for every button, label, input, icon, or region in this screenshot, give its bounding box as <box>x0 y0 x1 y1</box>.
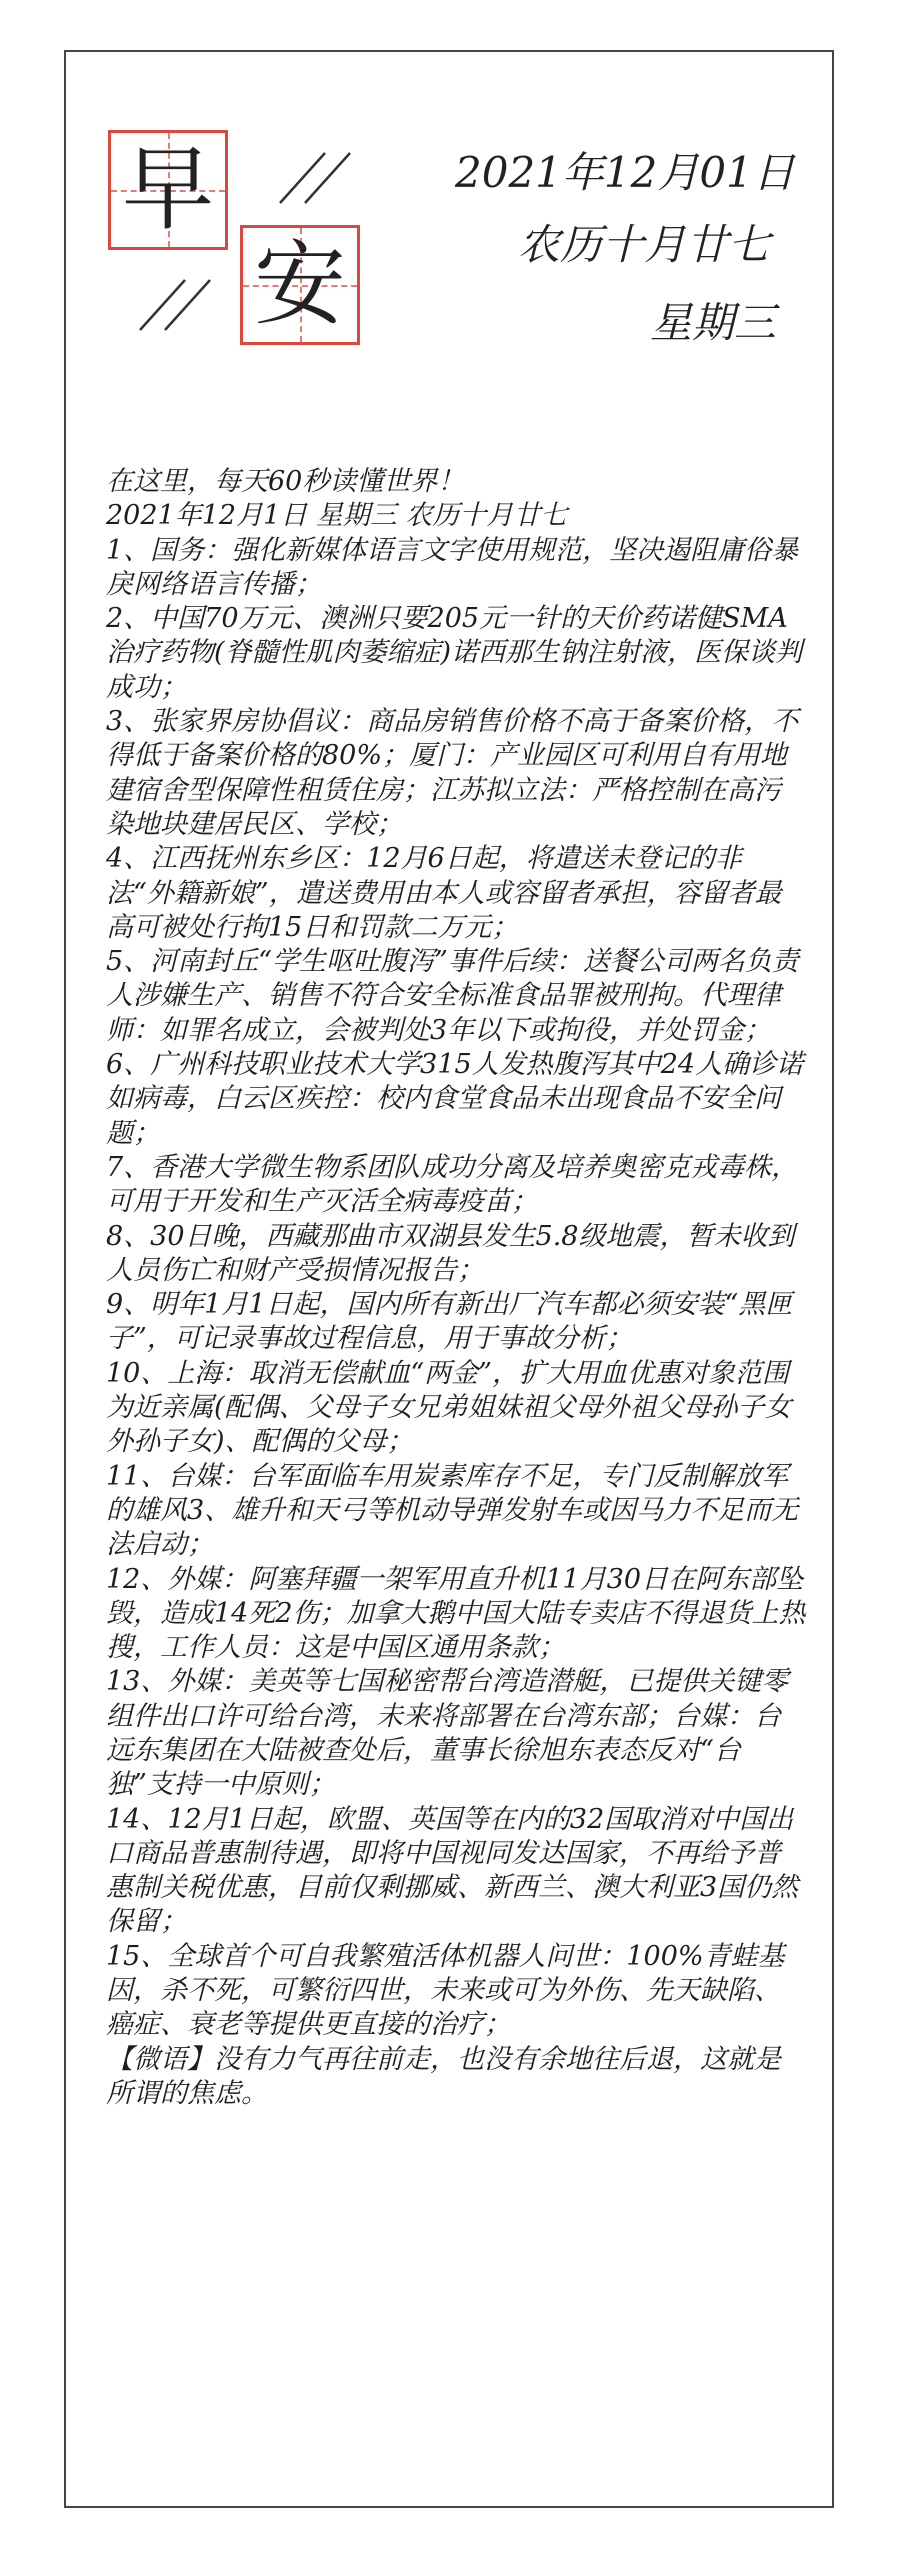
news-item: 15、全球首个可自我繁殖活体机器人问世：100%青蛙基因，杀不死，可繁衍四世，未来或可为外伤、先天缺陷、癌症、衰老等提供更直接的治疗； <box>106 1940 785 2041</box>
news-item: 2、中国70万元、澳洲只要205元一针的天价药诺健SMA治疗药物(脊髓性肌肉萎缩症)诺西那生钠注射液，医保谈判成功； <box>106 603 803 703</box>
news-item: 10、上海：取消无偿献血“两金”，扩大用血优惠对象范围为近亲属(配偶、父母子女兄弟姐妹祖父母外祖父母孙子女外孙子女)、配偶的父母； <box>106 1357 792 1458</box>
title-char-2: 安 <box>253 231 346 338</box>
news-item: 12、外媒：阿塞拜疆一架军用直升机11月30日在阿东部坠毁，造成14死2伤；加拿大鹅中国大陆专卖店不得退货上热搜，工作人员：这是中国区通用条款； <box>106 1563 806 1664</box>
header-weekday: 星期三 <box>650 298 777 347</box>
decorative-slash-icon <box>130 275 220 335</box>
news-item: 7、香港大学微生物系团队成功分离及培养奥密克戎毒株，可用于开发和生产灭活全病毒疫苗； <box>106 1151 799 1218</box>
news-item: 13、外媒：美英等七国秘密帮台湾造潜艇，已提供关键零组件出口许可给台湾，未来将部署在台湾东部；台媒：台远东集团在大陆被查处后，董事长徐旭东表态反对“台独”支持一中原则； <box>106 1666 789 1801</box>
daily-quote: 【微语】没有力气再往前走，也没有余地往后退，这就是所谓的焦虑。 <box>106 2043 781 2109</box>
news-item: 8、30日晚，西藏那曲市双湖县发生5.8级地震，暂未收到人员伤亡和财产受损情况报告； <box>106 1220 795 1286</box>
news-content <box>106 465 806 2111</box>
news-item: 4、江西抚州东乡区：12月6日起，将遣送未登记的非法“外籍新娘”，遣送费用由本人或容留者承担，容留者最高可被处行拘15日和罚款二万元； <box>106 843 782 943</box>
intro-line: 在这里，每天60秒读懂世界！ <box>106 466 465 497</box>
news-item: 3、张家界房协倡议：商品房销售价格不高于备案价格，不得低于备案价格的80%；厦门：产业园区可利用自有用地建宿舍型保障性租赁住房；江苏拟立法：严格控制在高污染地块建居民区、学校； <box>106 706 799 840</box>
header-date: 2021年12月01日 <box>455 148 795 197</box>
decorative-slash-icon <box>270 148 360 208</box>
news-item: 1、国务：强化新媒体语言文字使用规范，坚决遏阻庸俗暴戾网络语言传播； <box>106 534 799 600</box>
news-item: 14、12月1日起，欧盟、英国等在内的32国取消对中国出口商品普惠制待遇，即将中国视同发达国家，不再给予普惠制关税优惠，目前仅剩挪威、新西兰、澳大利亚3国仍然保留； <box>106 1803 799 1938</box>
title-char-box-morning <box>108 130 228 250</box>
news-item: 5、河南封丘“学生呕吐腹泻”事件后续：送餐公司两名负责人涉嫌生产、销售不符合安全标准食品罪被刑拘。代理律师：如罪名成立，会被判处3年以下或拘役，并处罚金； <box>106 946 799 1046</box>
title-char-box-peace <box>240 225 360 345</box>
title-char-1: 早 <box>121 136 214 243</box>
news-item: 6、广州科技职业技术大学315人发热腹泻其中24人确诊诺如病毒，白云区疾控：校内食堂食品未出现食品不安全问题； <box>106 1049 804 1149</box>
header-lunar-date: 农历十月廿七 <box>518 220 771 269</box>
news-item: 11、台媒：台军面临车用炭素库存不足，专门反制解放军的雄风3、雄升和天弓等机动导弹发射车或因马力不足而无法启动； <box>106 1460 799 1561</box>
news-item: 9、明年1月1日起，国内所有新出厂汽车都必须安装“黑匣子”，可记录事故过程信息，用于事故分析； <box>106 1289 793 1355</box>
dateline: 2021年12月1日 星期三 农历十月廿七 <box>106 500 568 532</box>
